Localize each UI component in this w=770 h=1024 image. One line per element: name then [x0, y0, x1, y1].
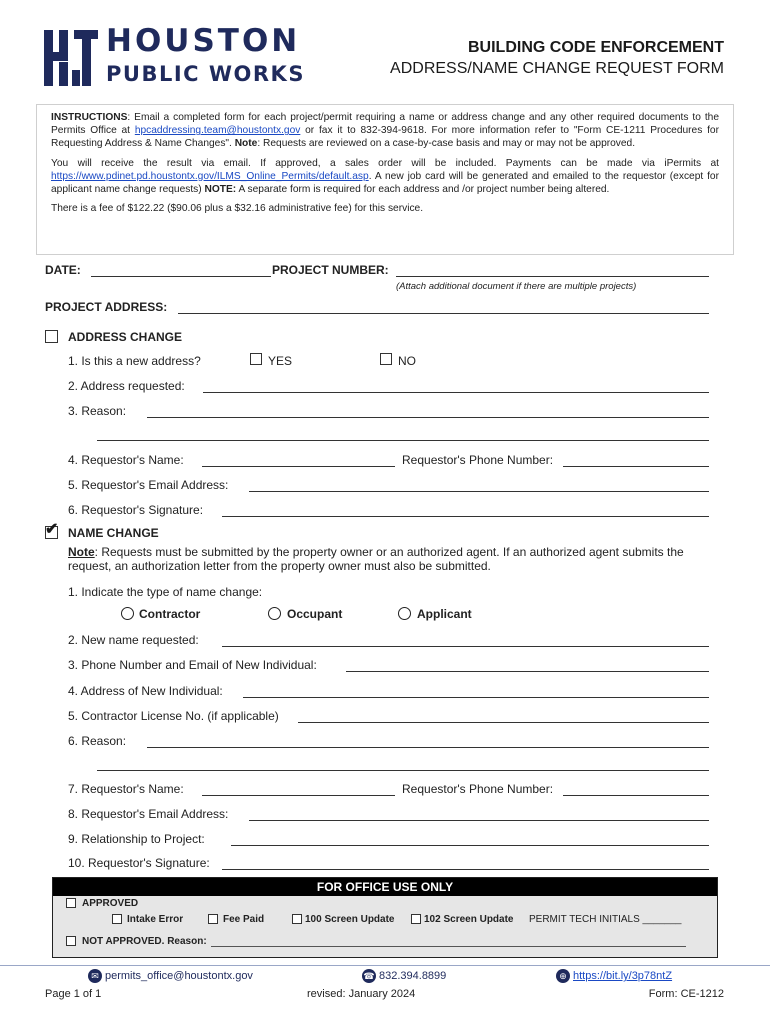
globe-icon: ⊕	[556, 969, 570, 983]
ipermits-link[interactable]: https://www.pdinet.pd.houstontx.gov/ILMS_Online_Permits/default.asp	[51, 170, 369, 182]
ac-requestor-phone-field[interactable]	[563, 466, 709, 467]
nc-license-field[interactable]	[298, 722, 709, 723]
revised-date: revised: January 2024	[307, 988, 416, 1000]
applicant-label: Applicant	[417, 607, 472, 621]
ac-requestor-email-field[interactable]	[249, 491, 709, 492]
ac-no-label: NO	[398, 354, 416, 368]
page-title: BUILDING CODE ENFORCEMENT	[468, 39, 724, 56]
screen-100-checkbox[interactable]	[292, 914, 302, 924]
nc-q7-phone-label: Requestor's Phone Number:	[402, 782, 554, 796]
logo-public-works-text: PUBLIC WORKS	[106, 62, 305, 86]
instructions-text: : Email a completed form for each project/permit requiring a name or address change and any other required documents to the Permits Office at	[51, 112, 719, 137]
checkmark-icon: ✔	[45, 521, 59, 538]
ac-no-checkbox[interactable]	[380, 353, 392, 365]
footer-url-link[interactable]: https://bit.ly/3p78ntZ	[573, 970, 673, 982]
footer-divider	[0, 965, 770, 966]
nc-q3-label: 3. Phone Number and Email of New Individual:	[68, 658, 317, 672]
approved-checkbox[interactable]	[66, 898, 76, 908]
note-label: NOTE:	[204, 184, 237, 196]
ac-yes-checkbox[interactable]	[250, 353, 262, 365]
name-change-note	[68, 545, 728, 573]
nc-q10-label: 10. Requestor's Signature:	[68, 856, 210, 870]
attach-note: (Attach additional document if there are multiple projects)	[396, 281, 637, 292]
instructions-box	[36, 104, 734, 255]
nc-q6-label: 6. Reason:	[68, 734, 127, 748]
not-approved-reason-field[interactable]	[211, 946, 686, 947]
email-icon: ✉	[88, 969, 102, 983]
nc-relationship-field[interactable]	[231, 845, 709, 846]
ac-q3-label: 3. Reason:	[68, 404, 127, 418]
ac-q5-label: 5. Requestor's Email Address:	[68, 478, 229, 492]
instructions-text: You will receive the result via email. If approved, a sales order will be included. Payments can be made via iPermits at	[51, 157, 719, 169]
nc-q5-label: 5. Contractor License No. (if applicable)	[68, 709, 279, 723]
project-address-field[interactable]	[178, 313, 709, 314]
houston-public-works-logo-icon	[44, 30, 98, 86]
date-field[interactable]	[91, 276, 271, 277]
not-approved-checkbox[interactable]	[66, 936, 76, 946]
ac-q6-label: 6. Requestor's Signature:	[68, 503, 204, 517]
form-number: Form: CE-1212	[648, 988, 724, 1000]
logo-houston-text: HOUSTON	[106, 23, 301, 59]
footer-email-link[interactable]: permits_office@houstontx.gov	[105, 970, 253, 982]
applicant-radio[interactable]	[398, 607, 411, 620]
phone-icon: ☎	[363, 971, 375, 981]
nc-new-name-field[interactable]	[222, 646, 709, 647]
instructions-paragraph-2	[51, 157, 719, 197]
instructions-paragraph-1	[51, 111, 719, 151]
approved-label: APPROVED	[82, 898, 139, 909]
screen-100-label: 100 Screen Update	[305, 914, 395, 925]
ac-q4-phone-label: Requestor's Phone Number:	[402, 453, 554, 467]
project-number-field[interactable]	[396, 276, 709, 277]
nc-reason-field-line2[interactable]	[97, 770, 709, 771]
nc-q7-label: 7. Requestor's Name:	[68, 782, 184, 796]
screen-102-label: 102 Screen Update	[424, 914, 514, 925]
ac-requestor-name-field[interactable]	[202, 466, 395, 467]
contractor-label: Contractor	[139, 607, 201, 621]
office-use-heading: FOR OFFICE USE ONLY	[53, 878, 717, 896]
ac-q4-label: 4. Requestor's Name:	[68, 453, 184, 467]
project-address-label: PROJECT ADDRESS:	[45, 300, 168, 314]
nc-reason-field[interactable]	[147, 747, 709, 748]
note-text: : Requests must be submitted by the property owner or an authorized agent. If an authorized agent submits the request, an authorization letter from the property owner must also be submitted.	[68, 545, 684, 573]
ac-q1-label: 1. Is this a new address?	[68, 354, 201, 368]
occupant-label: Occupant	[287, 607, 343, 621]
ac-reason-field-line2[interactable]	[97, 440, 709, 441]
nc-q4-label: 4. Address of New Individual:	[68, 684, 223, 698]
ac-reason-field[interactable]	[147, 417, 709, 418]
name-change-heading: NAME CHANGE	[68, 526, 159, 540]
fee-paid-label: Fee Paid	[223, 914, 265, 925]
address-change-checkbox[interactable]	[45, 330, 58, 343]
ac-q2-label: 2. Address requested:	[68, 379, 185, 393]
instructions-text: A separate form is required for each address and /or project number being altered.	[236, 184, 610, 196]
nc-requestor-email-field[interactable]	[249, 820, 709, 821]
intake-error-checkbox[interactable]	[112, 914, 122, 924]
note-label: Note	[234, 138, 258, 150]
note-label: Note	[68, 545, 95, 559]
not-approved-label: NOT APPROVED. Reason:	[82, 936, 207, 947]
page-subtitle: ADDRESS/NAME CHANGE REQUEST FORM	[390, 60, 724, 77]
nc-requestor-phone-field[interactable]	[563, 795, 709, 796]
ac-yes-label: YES	[268, 354, 293, 368]
nc-q9-label: 9. Relationship to Project:	[68, 832, 205, 846]
intake-error-label: Intake Error	[127, 914, 184, 925]
nc-requestor-signature-field[interactable]	[222, 869, 709, 870]
project-number-label: PROJECT NUMBER:	[272, 263, 389, 277]
instructions-label: INSTRUCTIONS	[51, 112, 128, 123]
nc-requestor-name-field[interactable]	[202, 795, 395, 796]
ac-address-requested-field[interactable]	[203, 392, 709, 393]
occupant-radio[interactable]	[268, 607, 281, 620]
page-number: Page 1 of 1	[45, 988, 102, 1000]
fee-paragraph: There is a fee of $122.22 ($90.06 plus a $32.16 administrative fee) for this service.	[51, 203, 424, 215]
footer-phone: 832.394.8899	[379, 970, 447, 982]
contractor-radio[interactable]	[121, 607, 134, 620]
screen-102-checkbox[interactable]	[411, 914, 421, 924]
instructions-text: : Requests are reviewed on a case-by-case basis and may or may not be approved.	[257, 138, 636, 150]
instructions-text: or fax it to 832-394-9618. For more information refer to "Form CE-1211 Procedures for Requesting Address & Name Changes".	[51, 125, 719, 150]
fee-paid-checkbox[interactable]	[208, 914, 218, 924]
ac-requestor-signature-field[interactable]	[222, 516, 709, 517]
nc-q2-label: 2. New name requested:	[68, 633, 199, 647]
address-change-heading: ADDRESS CHANGE	[68, 330, 183, 344]
nc-address-field[interactable]	[243, 697, 709, 698]
addressing-email-link[interactable]: hpcaddressing.team@houstontx.gov	[134, 125, 301, 137]
nc-q8-label: 8. Requestor's Email Address:	[68, 807, 229, 821]
tech-initials-label: PERMIT TECH INITIALS _______	[529, 914, 682, 925]
instructions-text: . A new job card will be generated and emailed to the requestor (except for applicant name change requests)	[51, 170, 719, 196]
date-label: DATE:	[45, 263, 81, 277]
nc-q1-label: 1. Indicate the type of name change:	[68, 585, 263, 599]
nc-phone-email-field[interactable]	[346, 671, 709, 672]
